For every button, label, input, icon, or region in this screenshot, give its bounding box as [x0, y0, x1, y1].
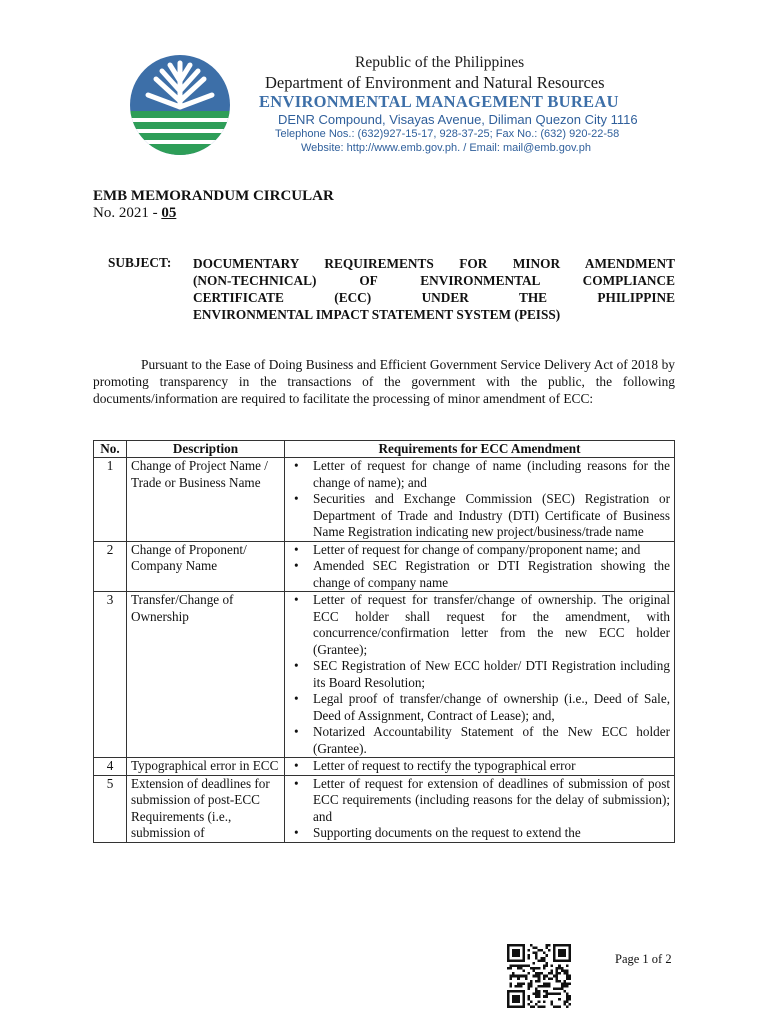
row-no: 4: [94, 758, 127, 776]
row-requirements: [285, 592, 675, 758]
row-no: 3: [94, 592, 127, 758]
letterhead-republic: Republic of the Philippines: [355, 54, 525, 71]
intro-paragraph: [93, 356, 675, 407]
subject-text: [193, 255, 675, 323]
table-row: [94, 758, 675, 776]
table-row: [94, 458, 675, 542]
emb-logo-icon: [126, 55, 234, 155]
subject-line: ENVIRONMENTAL IMPACT STATEMENT SYSTEM (PEISS): [193, 307, 561, 322]
requirements-table: [93, 440, 675, 843]
memo-number-prefix: No. 2021 -: [93, 205, 162, 221]
header-no: No.: [94, 441, 127, 458]
row-description: Transfer/Change of Ownership: [127, 592, 285, 758]
table-header-row: [94, 441, 675, 458]
table-row: [94, 775, 675, 842]
requirement-item: • Securities and Exchange Commission (SEC) Registration or Department of Trade and Industry (DTI) Certificate of Business Name Registration indicating new project/business/trade name: [313, 491, 670, 541]
subject-line: DOCUMENTARY REQUIREMENTS FOR MINOR AMENDMENT: [193, 256, 675, 271]
table-row: [94, 592, 675, 758]
requirement-item: • Letter of request for change of name (including reasons for the change of name); and: [313, 458, 670, 491]
row-description: Change of Proponent/ Company Name: [127, 541, 285, 592]
subject-line: CERTIFICATE (ECC) UNDER THE PHILIPPINE: [193, 290, 675, 305]
letterhead-phones: Telephone Nos.: (632)927-15-17, 928-37-25; Fax No.: (632) 920-22-58: [275, 128, 620, 140]
row-requirements: [285, 758, 675, 776]
letterhead-address: DENR Compound, Visayas Avenue, Diliman Quezon City 1116: [278, 112, 638, 127]
header-requirements: Requirements for ECC Amendment: [285, 441, 675, 458]
row-no: 5: [94, 775, 127, 842]
qr-code-icon: [507, 944, 571, 1008]
memo-type: EMB MEMORANDUM CIRCULAR: [93, 188, 334, 204]
page-number: Page 1 of 2: [615, 952, 672, 966]
row-description: Typographical error in ECC: [127, 758, 285, 776]
row-description: Change of Project Name / Trade or Business Name: [127, 458, 285, 542]
memo-number-value: 05: [161, 205, 177, 221]
requirement-item: • SEC Registration of New ECC holder/ DTI Registration including its Board Resolution;: [313, 658, 670, 691]
requirement-item: • Notarized Accountability Statement of the New ECC holder (Grantee).: [313, 724, 670, 757]
row-description: Extension of deadlines for submission of post-ECC Requirements (i.e., submission of: [127, 775, 285, 842]
requirement-item: • Letter of request for change of company/proponent name; and: [313, 542, 670, 559]
intro-text: Pursuant to the Ease of Doing Business and Efficient Government Service Delivery Act of 2018 by promoting transparency in the transactions of the government with the public, the following documents/information are required to facilitate the processing of minor amendment of ECC:: [93, 357, 675, 406]
row-requirements: [285, 541, 675, 592]
requirement-item: • Letter of request for transfer/change of ownership. The original ECC holder shall request for the amendment, with concurrence/confirmation letter from the new ECC holder (Grantee);: [313, 592, 670, 658]
subject-label: SUBJECT:: [108, 255, 172, 270]
requirement-item: • Letter of request to rectify the typographical error: [313, 758, 670, 775]
requirement-item: • Supporting documents on the request to extend the: [313, 825, 670, 842]
letterhead-web: Website: http://www.emb.gov.ph. / Email: mail@emb.gov.ph: [301, 142, 591, 154]
memo-number: [93, 205, 176, 222]
row-requirements: [285, 458, 675, 542]
requirement-item: • Letter of request for extension of deadlines of submission of post ECC requirements (including reasons for the delay of submission); and: [313, 776, 670, 826]
row-no: 1: [94, 458, 127, 542]
table-row: [94, 541, 675, 592]
row-requirements: [285, 775, 675, 842]
header-description: Description: [127, 441, 285, 458]
requirement-item: • Amended SEC Registration or DTI Registration showing the change of company name: [313, 558, 670, 591]
letterhead-bureau: ENVIRONMENTAL MANAGEMENT BUREAU: [259, 92, 619, 111]
letterhead-department: Department of Environment and Natural Resources: [265, 73, 605, 92]
requirement-item: • Legal proof of transfer/change of ownership (i.e., Deed of Sale, Deed of Assignment, Contract of Lease); and,: [313, 691, 670, 724]
row-no: 2: [94, 541, 127, 592]
subject-line: (NON-TECHNICAL) OF ENVIRONMENTAL COMPLIANCE: [193, 273, 675, 288]
